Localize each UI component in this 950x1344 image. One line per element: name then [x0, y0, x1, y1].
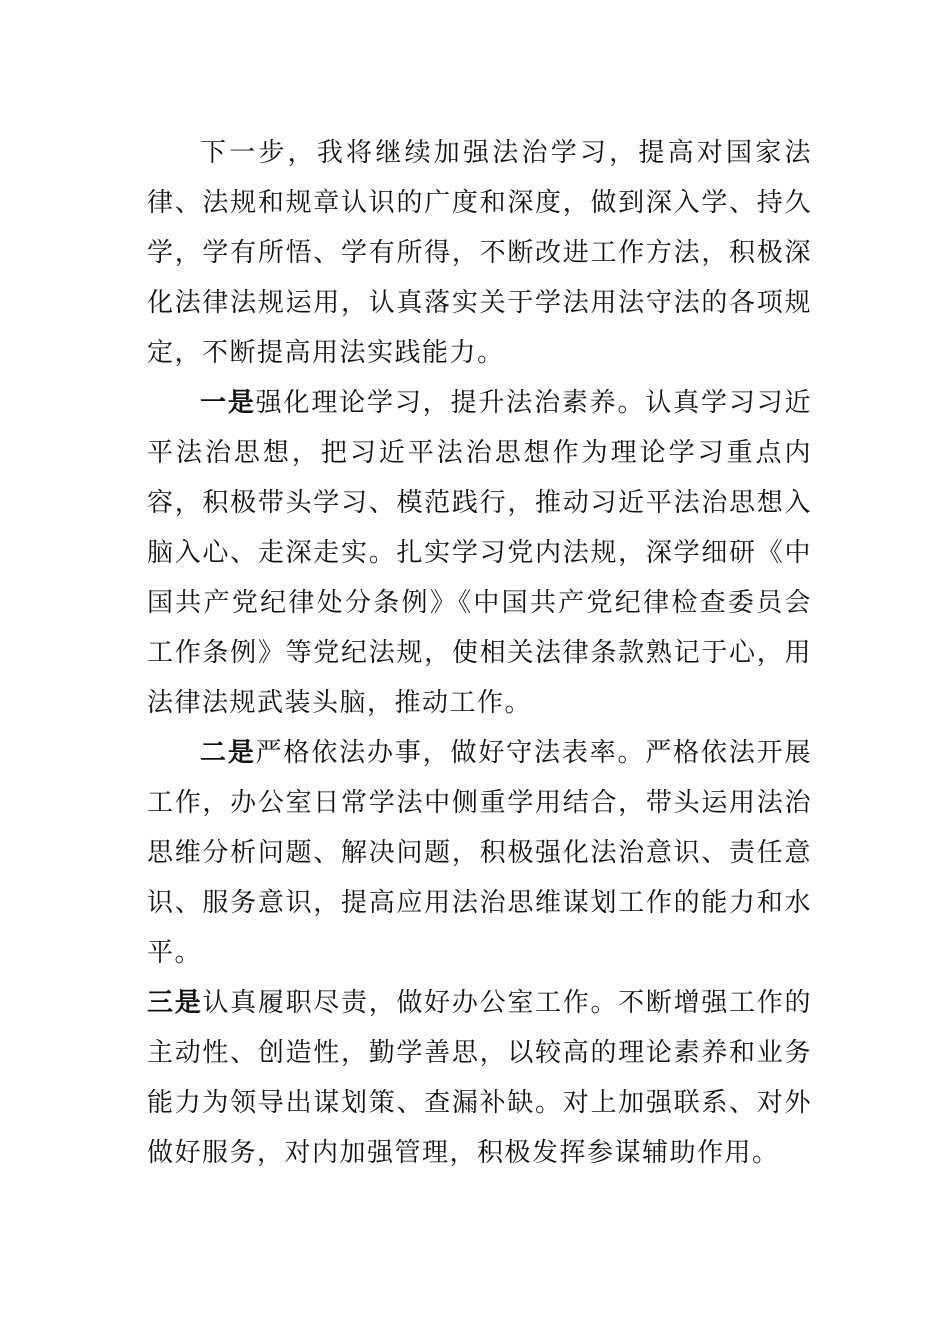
paragraph-lead: 一是	[200, 388, 256, 418]
paragraph-lead: 二是	[200, 738, 256, 768]
paragraph-point-three	[147, 978, 812, 1178]
paragraph-text: 强化理论学习，提升法治素养。认真学习习近平法治思想，把习近平法治思想作为理论学习重点内容，积极带头学习、模范践行，推动习近平法治思想入脑入心、走深走实。扎实学习党内法规，深学细研《中国共产党纪律处分条例》《中国共产党纪律检查委员会工作条例》等党纪法规，使相关法律条款熟记于心，用法律法规武装头脑，推动工作。	[147, 388, 812, 718]
paragraph-point-one	[147, 378, 812, 728]
paragraph-next-step	[147, 128, 812, 378]
paragraph-lead: 三是	[147, 988, 203, 1018]
paragraph-text: 认真履职尽责，做好办公室工作。不断增强工作的主动性、创造性，勤学善思，以较高的理论素养和业务能力为领导出谋划策、查漏补缺。对上加强联系、对外做好服务，对内加强管理，积极发挥参谋辅助作用。	[147, 988, 812, 1168]
paragraph-text: 下一步，我将继续加强法治学习，提高对国家法律、法规和规章认识的广度和深度，做到深入学、持久学，学有所悟、学有所得，不断改进工作方法，积极深化法律法规运用，认真落实关于学法用法守法的各项规定，不断提高用法实践能力。	[147, 138, 812, 368]
paragraph-point-two	[147, 728, 812, 978]
paragraph-text: 严格依法办事，做好守法表率。严格依法开展工作，办公室日常学法中侧重学用结合，带头运用法治思维分析问题、解决问题，积极强化法治意识、责任意识、服务意识，提高应用法治思维谋划工作的能力和水平。	[147, 738, 812, 968]
document-body	[147, 128, 812, 1178]
